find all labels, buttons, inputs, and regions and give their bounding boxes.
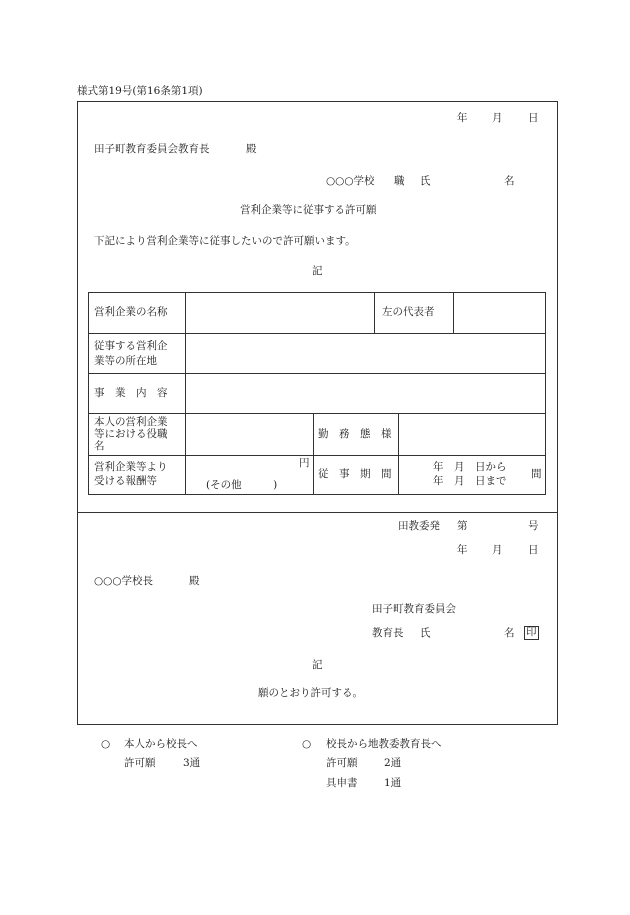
app-addressee: 田子町教育委員会教育長 (94, 143, 210, 155)
label-location-2: 業等の所在地 (94, 355, 157, 367)
app-applicant-name-label-1: 氏 (420, 175, 431, 187)
perm-addressee-suffix: 殿 (189, 575, 200, 587)
perm-ki: 記 (312, 659, 323, 671)
label-yen: 円 (299, 457, 310, 469)
app-date-year: 年 (457, 112, 468, 124)
note-left-item: 許可願 (124, 757, 156, 769)
label-period-from: 年 月 日から (433, 461, 507, 473)
table-col-line (453, 292, 454, 333)
label-location-1: 従事する営利企 (94, 340, 168, 352)
label-role-2: 等における役職 (94, 428, 168, 440)
app-applicant-name-label-2: 名 (504, 175, 515, 187)
label-period-suffix: 間 (531, 468, 542, 480)
table-row-line (88, 333, 546, 334)
note-right-item-2: 具申書 (326, 777, 358, 789)
section-divider (77, 512, 558, 513)
table-col-line (398, 413, 399, 495)
label-business: 事 業 内 容 (94, 387, 168, 399)
label-work-form: 勤 務 態 様 (318, 428, 392, 440)
app-title: 営利企業等に従事する許可願 (240, 204, 377, 216)
note-right-count-1: 2通 (384, 757, 402, 769)
note-right-bullet: ○ (302, 738, 312, 750)
perm-issuer-name-label-1: 氏 (420, 627, 431, 639)
seal-text: 印 (526, 626, 537, 638)
app-applicant-position: 職 (394, 175, 405, 187)
label-period-to: 年 月 日まで (433, 475, 507, 487)
note-right-title: 校長から地教委教育長へ (326, 738, 442, 750)
perm-issuer-name-label-2: 名 (504, 627, 515, 639)
perm-date-day: 日 (528, 544, 539, 556)
label-company-name: 営利企業の名称 (94, 306, 168, 318)
label-reward-2: 受ける報酬等 (94, 475, 157, 487)
perm-number-go: 号 (528, 520, 539, 532)
perm-issuer-title: 教育長 (372, 627, 404, 639)
note-right-count-2: 1通 (384, 777, 402, 789)
perm-number-dai: 第 (457, 520, 468, 532)
app-date-month: 月 (492, 112, 503, 124)
table-col-line (185, 292, 186, 495)
label-period: 従 事 期 間 (318, 468, 392, 480)
perm-date-month: 月 (492, 544, 503, 556)
table-row-line (88, 373, 546, 374)
label-representative: 左の代表者 (382, 306, 435, 318)
form-number: 様式第19号(第16条第1項) (77, 85, 203, 97)
label-reward-1: 営利企業等より (94, 461, 168, 473)
perm-issuer-org: 田子町教育委員会 (372, 603, 456, 615)
app-date-day: 日 (528, 112, 539, 124)
label-other: (その他 ) (206, 479, 278, 491)
table-row-line (88, 413, 546, 414)
perm-date-year: 年 (457, 544, 468, 556)
perm-body: 願のとおり許可する。 (258, 687, 363, 699)
app-applicant-school: ○○○学校 (326, 175, 375, 187)
label-role-1: 本人の営利企業 (94, 416, 168, 428)
app-ki: 記 (312, 265, 323, 277)
note-left-title: 本人から校長へ (124, 738, 198, 750)
app-body: 下記により営利企業等に従事したいので許可願います。 (94, 235, 356, 247)
note-right-item-1: 許可願 (326, 757, 358, 769)
app-addressee-suffix: 殿 (246, 143, 257, 155)
label-role-3: 名 (94, 440, 105, 452)
table-col-line (313, 413, 314, 495)
table-col-line (374, 292, 375, 333)
perm-number-prefix: 田教委発 (398, 520, 440, 532)
note-left-count: 3通 (183, 757, 201, 769)
seal-mark (524, 626, 539, 640)
perm-addressee: ○○○学校長 (94, 575, 153, 587)
table-row-line (88, 455, 546, 456)
note-left-bullet: ○ (101, 738, 111, 750)
